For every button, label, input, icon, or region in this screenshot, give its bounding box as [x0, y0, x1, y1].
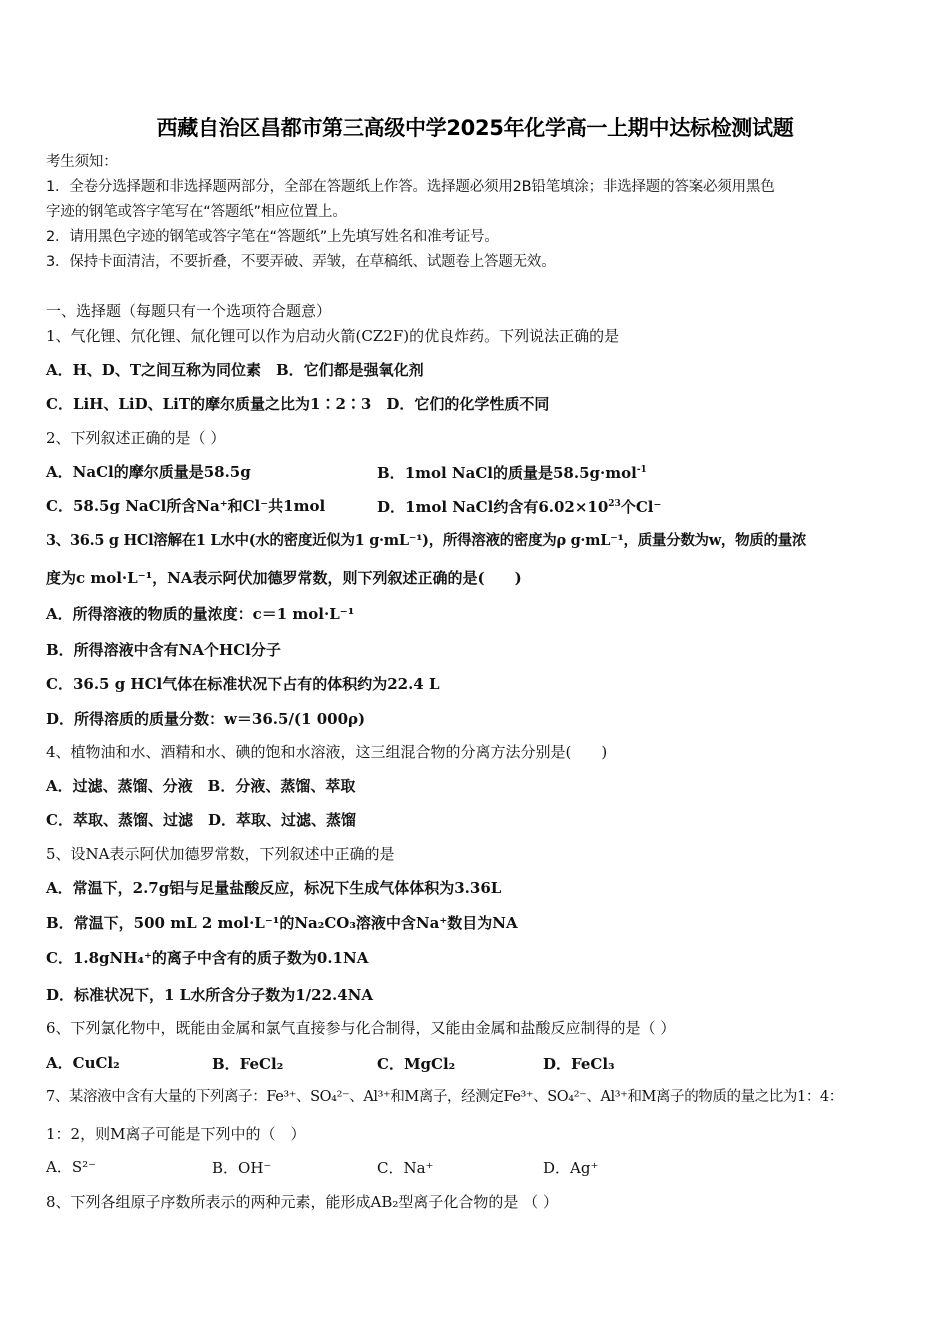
page-title: 西藏自治区昌都市第三高级中学2025年化学高一上期中达标检测试题	[156, 116, 794, 140]
question-stem: 2、下列叙述正确的是（ ）	[46, 429, 226, 447]
option-b: B．OH⁻	[212, 1159, 272, 1177]
option-c	[46, 496, 325, 516]
option-b: B．常温下，500 mL 2 mol·L⁻¹的Na₂CO₃溶液中含Na⁺数目为NA	[46, 914, 518, 932]
question-stem: 8、下列各组原子序数所表示的两种元素，能形成AB₂型离子化合物的是 （ ）	[46, 1193, 558, 1211]
question-stem: 1：2，则M离子可能是下列中的（ ）	[46, 1125, 306, 1143]
option-label: D．	[377, 498, 406, 516]
option-a: A．常温下，2.7g铝与足量盐酸反应，标况下生成气体体积为3.36L	[46, 879, 502, 897]
question-options: C．LiH、LiD、LiT的摩尔质量之比为1∶2∶3 D．它们的化学性质不同	[46, 395, 550, 413]
notice-item: 3．保持卡面清洁，不要折叠，不要弄破、弄皱，在草稿纸、试题卷上答题无效。	[46, 254, 556, 270]
option-text: 58.5g NaCl所含Na⁺和Cl⁻共1mol	[72, 497, 326, 515]
option-sup: 23	[608, 499, 621, 509]
option-b: B．FeCl₂	[212, 1055, 284, 1073]
question-stem: 3、36.5 g HCl溶解在1 L水中(水的密度近似为1 g·mL⁻¹)，所得溶液的密度为ρ g·mL⁻¹，质量分数为w，物质的量浓	[46, 532, 807, 549]
option-c: C．MgCl₂	[377, 1055, 456, 1073]
question-stem: 度为c mol·L⁻¹，NA表示阿伏加德罗常数，则下列叙述正确的是( )	[46, 569, 522, 587]
question-stem: 6、下列氯化物中，既能由金属和氯气直接参与化合制得，又能由金属和盐酸反应制得的是（ ）	[46, 1019, 676, 1037]
option-a: A．S²⁻	[46, 1158, 97, 1176]
option-text: 1mol NaCl的质量是58.5g·mol	[404, 464, 637, 482]
section-heading: 一、选择题（每题只有一个选项符合题意）	[46, 302, 332, 320]
question-options: A．过滤、蒸馏、分液 B．分液、蒸馏、萃取	[46, 777, 356, 795]
option-text: NaCl的摩尔质量是58.5g	[72, 463, 251, 481]
option-c: C．36.5 g HCl气体在标准状况下占有的体积约为22.4 L	[46, 675, 440, 693]
option-d: D．所得溶质的质量分数：w＝36.5/(1 000ρ)	[46, 710, 366, 728]
notice-item: 2．请用黑色字迹的钢笔或答字笔在“答题纸”上先填写姓名和准考证号。	[46, 229, 499, 245]
option-sup: -1	[636, 465, 647, 475]
question-options: A．H、D、T之间互称为同位素 B．它们都是强氧化剂	[46, 361, 424, 379]
option-label: A．	[46, 463, 73, 481]
question-stem: 4、植物油和水、酒精和水、碘的饱和水溶液，这三组混合物的分离方法分别是( )	[46, 743, 608, 761]
option-c: C．1.8gNH₄⁺的离子中含有的质子数为0.1NA	[46, 949, 369, 967]
option-c: C．Na⁺	[377, 1159, 434, 1177]
option-label: C．	[46, 497, 73, 515]
option-text: 1mol NaCl约含有6.02×10	[405, 498, 609, 516]
option-a: A．所得溶液的物质的量浓度：c＝1 mol·L⁻¹	[46, 605, 355, 623]
option-a	[46, 462, 251, 482]
question-options: C．萃取、蒸馏、过滤 D．萃取、过滤、蒸馏	[46, 811, 356, 829]
notice-item: 字迹的钢笔或答字笔写在“答题纸”相应位置上。	[46, 204, 347, 220]
option-tail: 个Cl⁻	[620, 498, 662, 516]
question-stem: 1、气化锂、氘化锂、氚化锂可以作为启动火箭(CZ2F)的优良炸药。下列说法正确的是	[46, 327, 620, 345]
option-d	[377, 496, 661, 517]
option-a: A．CuCl₂	[46, 1054, 120, 1072]
notice-heading: 考生须知：	[46, 154, 118, 170]
question-stem: 7、某溶液中含有大量的下列离子：Fe³⁺、SO₄²⁻、Al³⁺和M离子，经测定Fe³⁺、SO₄²⁻、Al³⁺和M离子的物质的量之比为1：4：	[46, 1089, 843, 1105]
notice-item: 1．全卷分选择题和非选择题两部分，全部在答题纸上作答。选择题必须用2B铅笔填涂；非选择题的答案必须用黑色	[46, 179, 775, 195]
option-d: D．Ag⁺	[543, 1159, 599, 1177]
option-d: D．标准状况下，1 L水所含分子数为1/22.4NA	[46, 986, 374, 1004]
option-d: D．FeCl₃	[543, 1055, 615, 1073]
option-b: B．所得溶液中含有NA个HCl分子	[46, 641, 281, 659]
option-b	[377, 462, 647, 483]
question-stem: 5、设NA表示阿伏加德罗常数，下列叙述中正确的是	[46, 845, 395, 863]
option-label: B．	[377, 464, 405, 482]
